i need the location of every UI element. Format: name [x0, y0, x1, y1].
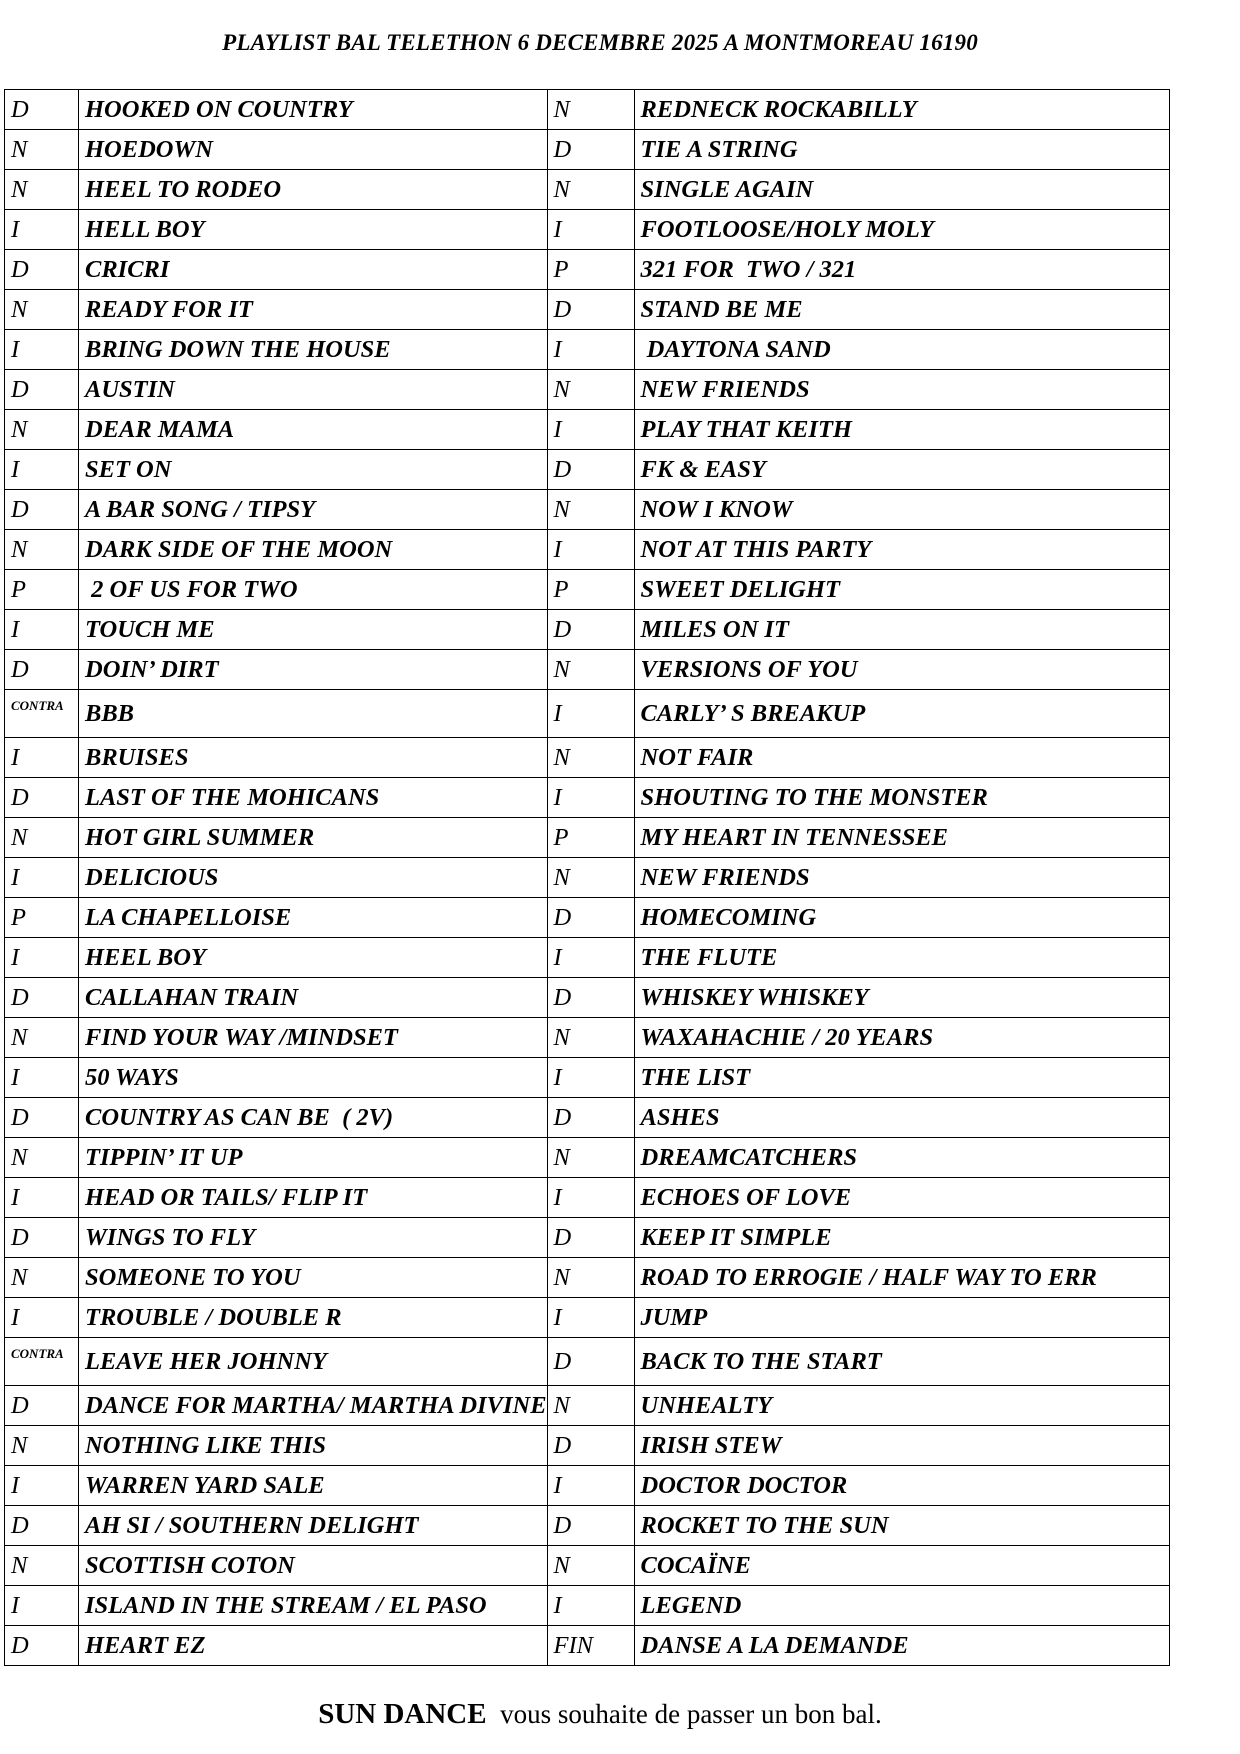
- level-cell-right: I: [547, 690, 634, 738]
- table-row: [5, 1018, 1170, 1058]
- level-cell-right: I: [547, 938, 634, 978]
- dance-cell-left: AH SI / SOUTHERN DELIGHT: [79, 1506, 548, 1546]
- level-cell-right: P: [547, 570, 634, 610]
- level-cell-left: D: [5, 1626, 79, 1666]
- dance-cell-left: LAST OF THE MOHICANS: [79, 778, 548, 818]
- level-cell-right: D: [547, 1506, 634, 1546]
- dance-cell-right: NOW I KNOW: [634, 490, 1169, 530]
- table-row: [5, 1626, 1170, 1666]
- level-cell-right: D: [547, 1098, 634, 1138]
- table-row: [5, 858, 1170, 898]
- dance-cell-right: SHOUTING TO THE MONSTER: [634, 778, 1169, 818]
- dance-cell-right: JUMP: [634, 1298, 1169, 1338]
- table-row: [5, 170, 1170, 210]
- level-cell-left: N: [5, 530, 79, 570]
- level-cell-right: I: [547, 410, 634, 450]
- table-row: [5, 1098, 1170, 1138]
- table-row: [5, 1386, 1170, 1426]
- dance-cell-right: NEW FRIENDS: [634, 370, 1169, 410]
- dance-cell-right: PLAY THAT KEITH: [634, 410, 1169, 450]
- level-cell-left: I: [5, 210, 79, 250]
- level-cell-right: I: [547, 1586, 634, 1626]
- level-cell-right: N: [547, 738, 634, 778]
- level-cell-left: I: [5, 1178, 79, 1218]
- level-cell-right: N: [547, 1258, 634, 1298]
- page-title: PLAYLIST BAL TELETHON 6 DECEMBRE 2025 A MONTMOREAU 16190: [222, 30, 978, 55]
- dance-cell-left: HEEL BOY: [79, 938, 548, 978]
- level-cell-left: I: [5, 738, 79, 778]
- table-row: [5, 690, 1170, 738]
- level-cell-right: P: [547, 250, 634, 290]
- dance-cell-right: ROAD TO ERROGIE / HALF WAY TO ERR: [634, 1258, 1169, 1298]
- table-row: [5, 530, 1170, 570]
- table-row: [5, 1138, 1170, 1178]
- level-cell-left: I: [5, 938, 79, 978]
- level-cell-left: P: [5, 898, 79, 938]
- dance-cell-right: DANSE A LA DEMANDE: [634, 1626, 1169, 1666]
- table-row: [5, 978, 1170, 1018]
- dance-cell-right: ECHOES OF LOVE: [634, 1178, 1169, 1218]
- dance-cell-right: NOT AT THIS PARTY: [634, 530, 1169, 570]
- level-cell-left: D: [5, 1506, 79, 1546]
- level-cell-left: D: [5, 1098, 79, 1138]
- dance-cell-left: BRING DOWN THE HOUSE: [79, 330, 548, 370]
- table-row: [5, 650, 1170, 690]
- dance-cell-left: BBB: [79, 690, 548, 738]
- dance-cell-right: WAXAHACHIE / 20 YEARS: [634, 1018, 1169, 1058]
- dance-cell-left: BRUISES: [79, 738, 548, 778]
- dance-cell-left: LA CHAPELLOISE: [79, 898, 548, 938]
- dance-cell-left: READY FOR IT: [79, 290, 548, 330]
- level-cell-right: I: [547, 778, 634, 818]
- dance-cell-left: SCOTTISH COTON: [79, 1546, 548, 1586]
- level-cell-left: I: [5, 1466, 79, 1506]
- table-row: [5, 1546, 1170, 1586]
- footer-message: vous souhaite de passer un bon bal.: [486, 1699, 882, 1729]
- level-cell-left: N: [5, 130, 79, 170]
- level-cell-right: D: [547, 1426, 634, 1466]
- table-row: [5, 330, 1170, 370]
- dance-cell-left: SET ON: [79, 450, 548, 490]
- table-row: [5, 1298, 1170, 1338]
- table-row: [5, 1178, 1170, 1218]
- dance-cell-left: WINGS TO FLY: [79, 1218, 548, 1258]
- dance-cell-left: DOIN’ DIRT: [79, 650, 548, 690]
- level-cell-left: D: [5, 370, 79, 410]
- level-cell-left: D: [5, 250, 79, 290]
- table-row: [5, 370, 1170, 410]
- level-cell-right: N: [547, 1546, 634, 1586]
- table-row: [5, 898, 1170, 938]
- table-row: [5, 1466, 1170, 1506]
- level-cell-right: D: [547, 610, 634, 650]
- level-cell-right: FIN: [547, 1626, 634, 1666]
- level-cell-left: I: [5, 1586, 79, 1626]
- level-cell-left: I: [5, 1298, 79, 1338]
- dance-cell-left: AUSTIN: [79, 370, 548, 410]
- table-row: [5, 1338, 1170, 1386]
- dance-cell-right: DREAMCATCHERS: [634, 1138, 1169, 1178]
- dance-cell-left: HEEL TO RODEO: [79, 170, 548, 210]
- table-row: [5, 1258, 1170, 1298]
- dance-cell-left: CRICRI: [79, 250, 548, 290]
- table-row: [5, 210, 1170, 250]
- table-row: [5, 250, 1170, 290]
- dance-cell-left: HOT GIRL SUMMER: [79, 818, 548, 858]
- table-row: [5, 778, 1170, 818]
- dance-cell-left: CALLAHAN TRAIN: [79, 978, 548, 1018]
- level-cell-left: I: [5, 450, 79, 490]
- level-cell-right: I: [547, 1466, 634, 1506]
- level-cell-left: I: [5, 1058, 79, 1098]
- dance-cell-left: TIPPIN’ IT UP: [79, 1138, 548, 1178]
- dance-cell-right: MY HEART IN TENNESSEE: [634, 818, 1169, 858]
- dance-cell-left: DANCE FOR MARTHA/ MARTHA DIVINE: [79, 1386, 548, 1426]
- dance-cell-right: COCAÏNE: [634, 1546, 1169, 1586]
- level-cell-left: D: [5, 1386, 79, 1426]
- level-cell-left: CONTRA: [5, 690, 79, 738]
- level-cell-left: N: [5, 410, 79, 450]
- level-cell-left: D: [5, 1218, 79, 1258]
- dance-cell-left: HEAD OR TAILS/ FLIP IT: [79, 1178, 548, 1218]
- table-row: [5, 490, 1170, 530]
- level-cell-right: I: [547, 1298, 634, 1338]
- dance-cell-left: TROUBLE / DOUBLE R: [79, 1298, 548, 1338]
- table-row: [5, 410, 1170, 450]
- footer-organizer: SUN DANCE: [318, 1698, 487, 1730]
- table-row: [5, 1218, 1170, 1258]
- level-cell-left: I: [5, 330, 79, 370]
- table-row: [5, 570, 1170, 610]
- dance-cell-left: DELICIOUS: [79, 858, 548, 898]
- dance-cell-left: COUNTRY AS CAN BE ( 2V): [79, 1098, 548, 1138]
- level-cell-right: I: [547, 210, 634, 250]
- level-cell-right: I: [547, 330, 634, 370]
- dance-cell-right: THE FLUTE: [634, 938, 1169, 978]
- dance-cell-right: TIE A STRING: [634, 130, 1169, 170]
- level-cell-left: I: [5, 858, 79, 898]
- dance-cell-right: ASHES: [634, 1098, 1169, 1138]
- level-cell-left: N: [5, 1018, 79, 1058]
- level-cell-right: N: [547, 1138, 634, 1178]
- level-cell-right: P: [547, 818, 634, 858]
- level-cell-left: N: [5, 818, 79, 858]
- level-cell-left: N: [5, 1426, 79, 1466]
- dance-cell-right: UNHEALTY: [634, 1386, 1169, 1426]
- level-cell-right: D: [547, 450, 634, 490]
- dance-cell-right: REDNECK ROCKABILLY: [634, 90, 1169, 130]
- dance-cell-right: 321 FOR TWO / 321: [634, 250, 1169, 290]
- dance-cell-left: NOTHING LIKE THIS: [79, 1426, 548, 1466]
- dance-cell-left: LEAVE HER JOHNNY: [79, 1338, 548, 1386]
- dance-cell-left: HOOKED ON COUNTRY: [79, 90, 548, 130]
- level-cell-right: N: [547, 90, 634, 130]
- level-cell-left: D: [5, 778, 79, 818]
- dance-cell-right: LEGEND: [634, 1586, 1169, 1626]
- level-cell-left: N: [5, 170, 79, 210]
- level-cell-right: N: [547, 650, 634, 690]
- table-row: [5, 1506, 1170, 1546]
- dance-cell-right: CARLY’ S BREAKUP: [634, 690, 1169, 738]
- level-cell-right: D: [547, 290, 634, 330]
- dance-cell-right: IRISH STEW: [634, 1426, 1169, 1466]
- dance-cell-left: HEART EZ: [79, 1626, 548, 1666]
- dance-cell-right: KEEP IT SIMPLE: [634, 1218, 1169, 1258]
- dance-cell-left: ISLAND IN THE STREAM / EL PASO: [79, 1586, 548, 1626]
- level-cell-left: D: [5, 650, 79, 690]
- table-row: [5, 1586, 1170, 1626]
- table-row: [5, 610, 1170, 650]
- level-cell-left: N: [5, 1258, 79, 1298]
- level-cell-left: N: [5, 1546, 79, 1586]
- level-cell-right: N: [547, 1018, 634, 1058]
- dance-cell-left: DEAR MAMA: [79, 410, 548, 450]
- dance-cell-left: HELL BOY: [79, 210, 548, 250]
- dance-cell-left: SOMEONE TO YOU: [79, 1258, 548, 1298]
- dance-cell-left: TOUCH ME: [79, 610, 548, 650]
- dance-cell-left: DARK SIDE OF THE MOON: [79, 530, 548, 570]
- dance-cell-left: 50 WAYS: [79, 1058, 548, 1098]
- table-row: [5, 738, 1170, 778]
- level-cell-left: I: [5, 610, 79, 650]
- level-cell-right: D: [547, 130, 634, 170]
- level-cell-left: CONTRA: [5, 1338, 79, 1386]
- level-cell-right: I: [547, 530, 634, 570]
- level-cell-right: N: [547, 858, 634, 898]
- level-cell-left: D: [5, 490, 79, 530]
- playlist-body: [5, 90, 1170, 1666]
- dance-cell-right: DAYTONA SAND: [634, 330, 1169, 370]
- table-row: [5, 1058, 1170, 1098]
- table-row: [5, 938, 1170, 978]
- dance-cell-left: 2 OF US FOR TWO: [79, 570, 548, 610]
- dance-cell-right: WHISKEY WHISKEY: [634, 978, 1169, 1018]
- table-row: [5, 1426, 1170, 1466]
- dance-cell-left: WARREN YARD SALE: [79, 1466, 548, 1506]
- dance-cell-right: FK & EASY: [634, 450, 1169, 490]
- dance-cell-left: A BAR SONG / TIPSY: [79, 490, 548, 530]
- table-row: [5, 130, 1170, 170]
- dance-cell-right: NEW FRIENDS: [634, 858, 1169, 898]
- table-row: [5, 290, 1170, 330]
- level-cell-right: D: [547, 898, 634, 938]
- level-cell-left: P: [5, 570, 79, 610]
- dance-cell-right: HOMECOMING: [634, 898, 1169, 938]
- dance-cell-left: FIND YOUR WAY /MINDSET: [79, 1018, 548, 1058]
- dance-cell-right: ROCKET TO THE SUN: [634, 1506, 1169, 1546]
- dance-cell-right: NOT FAIR: [634, 738, 1169, 778]
- table-row: [5, 90, 1170, 130]
- table-row: [5, 450, 1170, 490]
- level-cell-right: N: [547, 370, 634, 410]
- level-cell-right: D: [547, 1338, 634, 1386]
- dance-cell-right: SWEET DELIGHT: [634, 570, 1169, 610]
- dance-cell-right: FOOTLOOSE/HOLY MOLY: [634, 210, 1169, 250]
- dance-cell-right: STAND BE ME: [634, 290, 1169, 330]
- footer: [0, 1698, 1200, 1731]
- level-cell-right: N: [547, 1386, 634, 1426]
- level-cell-right: N: [547, 170, 634, 210]
- level-cell-left: N: [5, 1138, 79, 1178]
- level-cell-left: D: [5, 90, 79, 130]
- level-cell-right: I: [547, 1178, 634, 1218]
- dance-cell-right: SINGLE AGAIN: [634, 170, 1169, 210]
- dance-cell-right: BACK TO THE START: [634, 1338, 1169, 1386]
- level-cell-left: D: [5, 978, 79, 1018]
- level-cell-right: I: [547, 1058, 634, 1098]
- level-cell-right: D: [547, 1218, 634, 1258]
- level-cell-right: D: [547, 978, 634, 1018]
- dance-cell-left: HOEDOWN: [79, 130, 548, 170]
- level-cell-right: N: [547, 490, 634, 530]
- table-row: [5, 818, 1170, 858]
- dance-cell-right: VERSIONS OF YOU: [634, 650, 1169, 690]
- playlist-table: [4, 89, 1170, 1666]
- level-cell-left: N: [5, 290, 79, 330]
- dance-cell-right: THE LIST: [634, 1058, 1169, 1098]
- dance-cell-right: MILES ON IT: [634, 610, 1169, 650]
- dance-cell-right: DOCTOR DOCTOR: [634, 1466, 1169, 1506]
